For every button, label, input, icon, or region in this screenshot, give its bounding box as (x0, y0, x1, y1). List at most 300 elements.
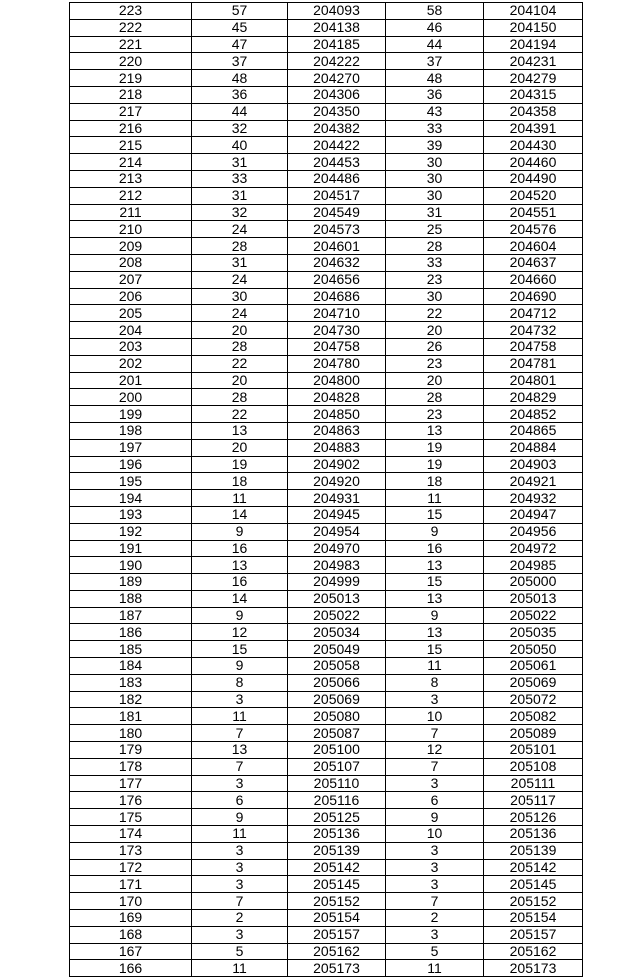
cumulative-b-cell: 205089 (484, 725, 583, 742)
count-b-cell: 16 (386, 540, 484, 557)
score-cell: 178 (70, 758, 192, 775)
score-cell: 208 (70, 254, 192, 271)
cumulative-a-cell: 205162 (288, 943, 386, 960)
score-cell: 171 (70, 876, 192, 893)
table-row (70, 826, 583, 843)
score-cell: 207 (70, 271, 192, 288)
table-row (70, 305, 583, 322)
score-cell: 192 (70, 523, 192, 540)
table-row (70, 893, 583, 910)
cumulative-a-cell: 204185 (288, 36, 386, 53)
cumulative-b-cell: 204781 (484, 355, 583, 372)
cumulative-a-cell: 205034 (288, 624, 386, 641)
cumulative-b-cell: 205069 (484, 674, 583, 691)
score-cell: 196 (70, 456, 192, 473)
count-a-cell: 16 (192, 574, 288, 591)
score-cell: 169 (70, 910, 192, 927)
count-b-cell: 19 (386, 456, 484, 473)
cumulative-a-cell: 205066 (288, 674, 386, 691)
count-b-cell: 13 (386, 624, 484, 641)
cumulative-b-cell: 204956 (484, 523, 583, 540)
score-cell: 175 (70, 809, 192, 826)
cumulative-b-cell: 204576 (484, 221, 583, 238)
count-a-cell: 13 (192, 742, 288, 759)
count-b-cell: 8 (386, 674, 484, 691)
cumulative-a-cell: 204999 (288, 574, 386, 591)
count-b-cell: 2 (386, 910, 484, 927)
cumulative-a-cell: 205136 (288, 826, 386, 843)
cumulative-a-cell: 205013 (288, 590, 386, 607)
cumulative-b-cell: 205035 (484, 624, 583, 641)
table-row (70, 456, 583, 473)
count-b-cell: 7 (386, 725, 484, 742)
score-cell: 215 (70, 137, 192, 154)
count-b-cell: 23 (386, 406, 484, 423)
cumulative-a-cell: 204780 (288, 355, 386, 372)
table-row (70, 473, 583, 490)
cumulative-a-cell: 204350 (288, 103, 386, 120)
count-a-cell: 20 (192, 439, 288, 456)
table-row (70, 70, 583, 87)
cumulative-a-cell: 205087 (288, 725, 386, 742)
cumulative-b-cell: 205173 (484, 960, 583, 977)
count-b-cell: 30 (386, 154, 484, 171)
cumulative-b-cell: 204865 (484, 422, 583, 439)
count-a-cell: 19 (192, 456, 288, 473)
cumulative-a-cell: 204983 (288, 557, 386, 574)
count-a-cell: 24 (192, 271, 288, 288)
score-cell: 193 (70, 506, 192, 523)
cumulative-a-cell: 205107 (288, 758, 386, 775)
count-a-cell: 13 (192, 422, 288, 439)
count-a-cell: 7 (192, 758, 288, 775)
cumulative-a-cell: 204758 (288, 338, 386, 355)
count-b-cell: 43 (386, 103, 484, 120)
table-row (70, 355, 583, 372)
table-row (70, 490, 583, 507)
table-row (70, 204, 583, 221)
cumulative-a-cell: 204970 (288, 540, 386, 557)
count-b-cell: 58 (386, 3, 484, 20)
cumulative-b-cell: 204604 (484, 238, 583, 255)
count-a-cell: 7 (192, 893, 288, 910)
count-b-cell: 13 (386, 422, 484, 439)
cumulative-a-cell: 205022 (288, 607, 386, 624)
cumulative-a-cell: 204954 (288, 523, 386, 540)
score-cell: 218 (70, 86, 192, 103)
score-cell: 220 (70, 53, 192, 70)
count-a-cell: 32 (192, 204, 288, 221)
table-row (70, 221, 583, 238)
cumulative-b-cell: 204690 (484, 288, 583, 305)
cumulative-b-cell: 205154 (484, 910, 583, 927)
score-cell: 221 (70, 36, 192, 53)
count-a-cell: 45 (192, 19, 288, 36)
score-cell: 205 (70, 305, 192, 322)
cumulative-a-cell: 204686 (288, 288, 386, 305)
score-cell: 213 (70, 170, 192, 187)
table-row (70, 725, 583, 742)
count-a-cell: 9 (192, 523, 288, 540)
count-a-cell: 9 (192, 658, 288, 675)
count-b-cell: 7 (386, 893, 484, 910)
cumulative-a-cell: 204800 (288, 372, 386, 389)
score-cell: 194 (70, 490, 192, 507)
cumulative-a-cell: 204517 (288, 187, 386, 204)
cumulative-a-cell: 205157 (288, 926, 386, 943)
cumulative-b-cell: 204520 (484, 187, 583, 204)
score-cell: 189 (70, 574, 192, 591)
cumulative-a-cell: 205142 (288, 859, 386, 876)
cumulative-b-cell: 205139 (484, 842, 583, 859)
count-a-cell: 9 (192, 809, 288, 826)
score-cell: 188 (70, 590, 192, 607)
count-a-cell: 31 (192, 187, 288, 204)
cumulative-a-cell: 205125 (288, 809, 386, 826)
table-row (70, 574, 583, 591)
table-row (70, 792, 583, 809)
table-row (70, 540, 583, 557)
cumulative-a-cell: 205080 (288, 708, 386, 725)
table-row (70, 876, 583, 893)
cumulative-a-cell: 204730 (288, 322, 386, 339)
cumulative-a-cell: 205173 (288, 960, 386, 977)
score-cell: 176 (70, 792, 192, 809)
table-row (70, 742, 583, 759)
cumulative-b-cell: 204921 (484, 473, 583, 490)
count-b-cell: 31 (386, 204, 484, 221)
table-row (70, 590, 583, 607)
count-a-cell: 12 (192, 624, 288, 641)
table-body (70, 3, 583, 977)
cumulative-b-cell: 205082 (484, 708, 583, 725)
count-a-cell: 20 (192, 322, 288, 339)
cumulative-b-cell: 204660 (484, 271, 583, 288)
count-b-cell: 44 (386, 36, 484, 53)
table-row (70, 36, 583, 53)
cumulative-a-cell: 204382 (288, 120, 386, 137)
score-cell: 186 (70, 624, 192, 641)
count-b-cell: 9 (386, 523, 484, 540)
score-cell: 180 (70, 725, 192, 742)
cumulative-a-cell: 205069 (288, 691, 386, 708)
cumulative-b-cell: 204903 (484, 456, 583, 473)
count-a-cell: 3 (192, 859, 288, 876)
cumulative-a-cell: 204306 (288, 86, 386, 103)
score-cell: 166 (70, 960, 192, 977)
table-row (70, 137, 583, 154)
score-cell: 185 (70, 641, 192, 658)
cumulative-a-cell: 205110 (288, 775, 386, 792)
count-a-cell: 28 (192, 338, 288, 355)
table-row (70, 658, 583, 675)
count-b-cell: 20 (386, 322, 484, 339)
cumulative-a-cell: 204601 (288, 238, 386, 255)
count-b-cell: 5 (386, 943, 484, 960)
cumulative-b-cell: 204315 (484, 86, 583, 103)
count-a-cell: 44 (192, 103, 288, 120)
cumulative-b-cell: 204194 (484, 36, 583, 53)
table-row (70, 372, 583, 389)
count-b-cell: 22 (386, 305, 484, 322)
table-row (70, 170, 583, 187)
count-a-cell: 33 (192, 170, 288, 187)
cumulative-a-cell: 205154 (288, 910, 386, 927)
table-row (70, 439, 583, 456)
count-a-cell: 30 (192, 288, 288, 305)
table-row (70, 86, 583, 103)
cumulative-b-cell: 204985 (484, 557, 583, 574)
score-cell: 183 (70, 674, 192, 691)
count-a-cell: 32 (192, 120, 288, 137)
count-b-cell: 3 (386, 691, 484, 708)
cumulative-a-cell: 204828 (288, 389, 386, 406)
table-row (70, 406, 583, 423)
cumulative-b-cell: 204852 (484, 406, 583, 423)
table-row (70, 943, 583, 960)
count-b-cell: 11 (386, 658, 484, 675)
score-distribution-table (69, 2, 583, 977)
cumulative-a-cell: 205100 (288, 742, 386, 759)
score-cell: 201 (70, 372, 192, 389)
count-b-cell: 33 (386, 254, 484, 271)
table-row (70, 389, 583, 406)
table-row (70, 557, 583, 574)
table-row (70, 422, 583, 439)
cumulative-a-cell: 204850 (288, 406, 386, 423)
count-a-cell: 7 (192, 725, 288, 742)
cumulative-b-cell: 205050 (484, 641, 583, 658)
cumulative-b-cell: 204150 (484, 19, 583, 36)
cumulative-b-cell: 205142 (484, 859, 583, 876)
cumulative-b-cell: 205101 (484, 742, 583, 759)
count-b-cell: 23 (386, 271, 484, 288)
count-a-cell: 3 (192, 775, 288, 792)
cumulative-b-cell: 204829 (484, 389, 583, 406)
count-a-cell: 40 (192, 137, 288, 154)
count-b-cell: 26 (386, 338, 484, 355)
cumulative-b-cell: 204430 (484, 137, 583, 154)
count-b-cell: 30 (386, 170, 484, 187)
cumulative-a-cell: 204920 (288, 473, 386, 490)
count-b-cell: 48 (386, 70, 484, 87)
cumulative-a-cell: 204931 (288, 490, 386, 507)
count-b-cell: 15 (386, 506, 484, 523)
count-a-cell: 28 (192, 238, 288, 255)
count-a-cell: 22 (192, 406, 288, 423)
cumulative-b-cell: 205157 (484, 926, 583, 943)
cumulative-b-cell: 205162 (484, 943, 583, 960)
score-cell: 203 (70, 338, 192, 355)
table-row (70, 288, 583, 305)
count-b-cell: 3 (386, 876, 484, 893)
cumulative-b-cell: 204758 (484, 338, 583, 355)
cumulative-b-cell: 205013 (484, 590, 583, 607)
cumulative-b-cell: 204490 (484, 170, 583, 187)
count-a-cell: 14 (192, 590, 288, 607)
count-b-cell: 30 (386, 288, 484, 305)
score-cell: 222 (70, 19, 192, 36)
count-b-cell: 23 (386, 355, 484, 372)
count-a-cell: 13 (192, 557, 288, 574)
table-row (70, 775, 583, 792)
cumulative-b-cell: 204391 (484, 120, 583, 137)
count-a-cell: 3 (192, 926, 288, 943)
cumulative-b-cell: 205145 (484, 876, 583, 893)
table-row (70, 53, 583, 70)
count-a-cell: 24 (192, 305, 288, 322)
table-row (70, 910, 583, 927)
count-b-cell: 11 (386, 490, 484, 507)
cumulative-b-cell: 205126 (484, 809, 583, 826)
count-a-cell: 3 (192, 876, 288, 893)
score-cell: 206 (70, 288, 192, 305)
cumulative-a-cell: 204863 (288, 422, 386, 439)
cumulative-b-cell: 204947 (484, 506, 583, 523)
cumulative-b-cell: 205108 (484, 758, 583, 775)
table-row (70, 187, 583, 204)
count-b-cell: 6 (386, 792, 484, 809)
table-row (70, 238, 583, 255)
cumulative-a-cell: 205058 (288, 658, 386, 675)
cumulative-a-cell: 204883 (288, 439, 386, 456)
count-a-cell: 20 (192, 372, 288, 389)
cumulative-b-cell: 204712 (484, 305, 583, 322)
count-a-cell: 6 (192, 792, 288, 809)
count-a-cell: 11 (192, 826, 288, 843)
cumulative-a-cell: 204902 (288, 456, 386, 473)
cumulative-b-cell: 204358 (484, 103, 583, 120)
cumulative-a-cell: 205139 (288, 842, 386, 859)
table-row (70, 154, 583, 171)
score-cell: 199 (70, 406, 192, 423)
cumulative-b-cell: 204732 (484, 322, 583, 339)
count-a-cell: 3 (192, 842, 288, 859)
table-row (70, 3, 583, 20)
count-a-cell: 47 (192, 36, 288, 53)
score-cell: 190 (70, 557, 192, 574)
count-b-cell: 20 (386, 372, 484, 389)
count-a-cell: 31 (192, 154, 288, 171)
count-b-cell: 12 (386, 742, 484, 759)
cumulative-b-cell: 204972 (484, 540, 583, 557)
table-row (70, 338, 583, 355)
count-a-cell: 2 (192, 910, 288, 927)
cumulative-b-cell: 205136 (484, 826, 583, 843)
count-a-cell: 11 (192, 960, 288, 977)
cumulative-a-cell: 205152 (288, 893, 386, 910)
table-row (70, 859, 583, 876)
count-b-cell: 28 (386, 238, 484, 255)
cumulative-b-cell: 205111 (484, 775, 583, 792)
cumulative-a-cell: 204632 (288, 254, 386, 271)
count-a-cell: 36 (192, 86, 288, 103)
count-b-cell: 10 (386, 826, 484, 843)
table-row (70, 254, 583, 271)
count-b-cell: 10 (386, 708, 484, 725)
cumulative-b-cell: 204551 (484, 204, 583, 221)
count-b-cell: 36 (386, 86, 484, 103)
cumulative-a-cell: 204422 (288, 137, 386, 154)
count-b-cell: 18 (386, 473, 484, 490)
cumulative-a-cell: 204486 (288, 170, 386, 187)
cumulative-b-cell: 204801 (484, 372, 583, 389)
table-row (70, 523, 583, 540)
score-cell: 210 (70, 221, 192, 238)
count-a-cell: 3 (192, 691, 288, 708)
count-a-cell: 8 (192, 674, 288, 691)
table-row (70, 641, 583, 658)
count-b-cell: 13 (386, 590, 484, 607)
table-row (70, 322, 583, 339)
table-row (70, 758, 583, 775)
table-row (70, 708, 583, 725)
count-b-cell: 30 (386, 187, 484, 204)
table-row (70, 674, 583, 691)
count-b-cell: 11 (386, 960, 484, 977)
count-b-cell: 46 (386, 19, 484, 36)
count-b-cell: 28 (386, 389, 484, 406)
score-cell: 184 (70, 658, 192, 675)
score-cell: 174 (70, 826, 192, 843)
cumulative-a-cell: 204710 (288, 305, 386, 322)
cumulative-a-cell: 204093 (288, 3, 386, 20)
cumulative-b-cell: 205000 (484, 574, 583, 591)
cumulative-b-cell: 204884 (484, 439, 583, 456)
cumulative-a-cell: 204573 (288, 221, 386, 238)
count-a-cell: 11 (192, 490, 288, 507)
score-cell: 191 (70, 540, 192, 557)
cumulative-b-cell: 205022 (484, 607, 583, 624)
score-cell: 198 (70, 422, 192, 439)
count-b-cell: 15 (386, 641, 484, 658)
score-cell: 209 (70, 238, 192, 255)
cumulative-b-cell: 205152 (484, 893, 583, 910)
cumulative-b-cell: 204637 (484, 254, 583, 271)
table-row (70, 19, 583, 36)
score-cell: 200 (70, 389, 192, 406)
score-cell: 212 (70, 187, 192, 204)
cumulative-b-cell: 204279 (484, 70, 583, 87)
table-row (70, 607, 583, 624)
count-b-cell: 33 (386, 120, 484, 137)
score-cell: 195 (70, 473, 192, 490)
count-a-cell: 5 (192, 943, 288, 960)
count-a-cell: 31 (192, 254, 288, 271)
cumulative-a-cell: 204549 (288, 204, 386, 221)
count-b-cell: 39 (386, 137, 484, 154)
score-cell: 167 (70, 943, 192, 960)
count-b-cell: 9 (386, 607, 484, 624)
cumulative-b-cell: 205072 (484, 691, 583, 708)
cumulative-a-cell: 204453 (288, 154, 386, 171)
cumulative-b-cell: 204932 (484, 490, 583, 507)
score-cell: 217 (70, 103, 192, 120)
table-row (70, 691, 583, 708)
count-b-cell: 3 (386, 926, 484, 943)
cumulative-a-cell: 205145 (288, 876, 386, 893)
cumulative-b-cell: 204231 (484, 53, 583, 70)
score-cell: 182 (70, 691, 192, 708)
score-cell: 204 (70, 322, 192, 339)
count-a-cell: 14 (192, 506, 288, 523)
count-a-cell: 15 (192, 641, 288, 658)
table-row (70, 103, 583, 120)
score-cell: 172 (70, 859, 192, 876)
table-row (70, 120, 583, 137)
cumulative-a-cell: 205049 (288, 641, 386, 658)
score-cell: 211 (70, 204, 192, 221)
